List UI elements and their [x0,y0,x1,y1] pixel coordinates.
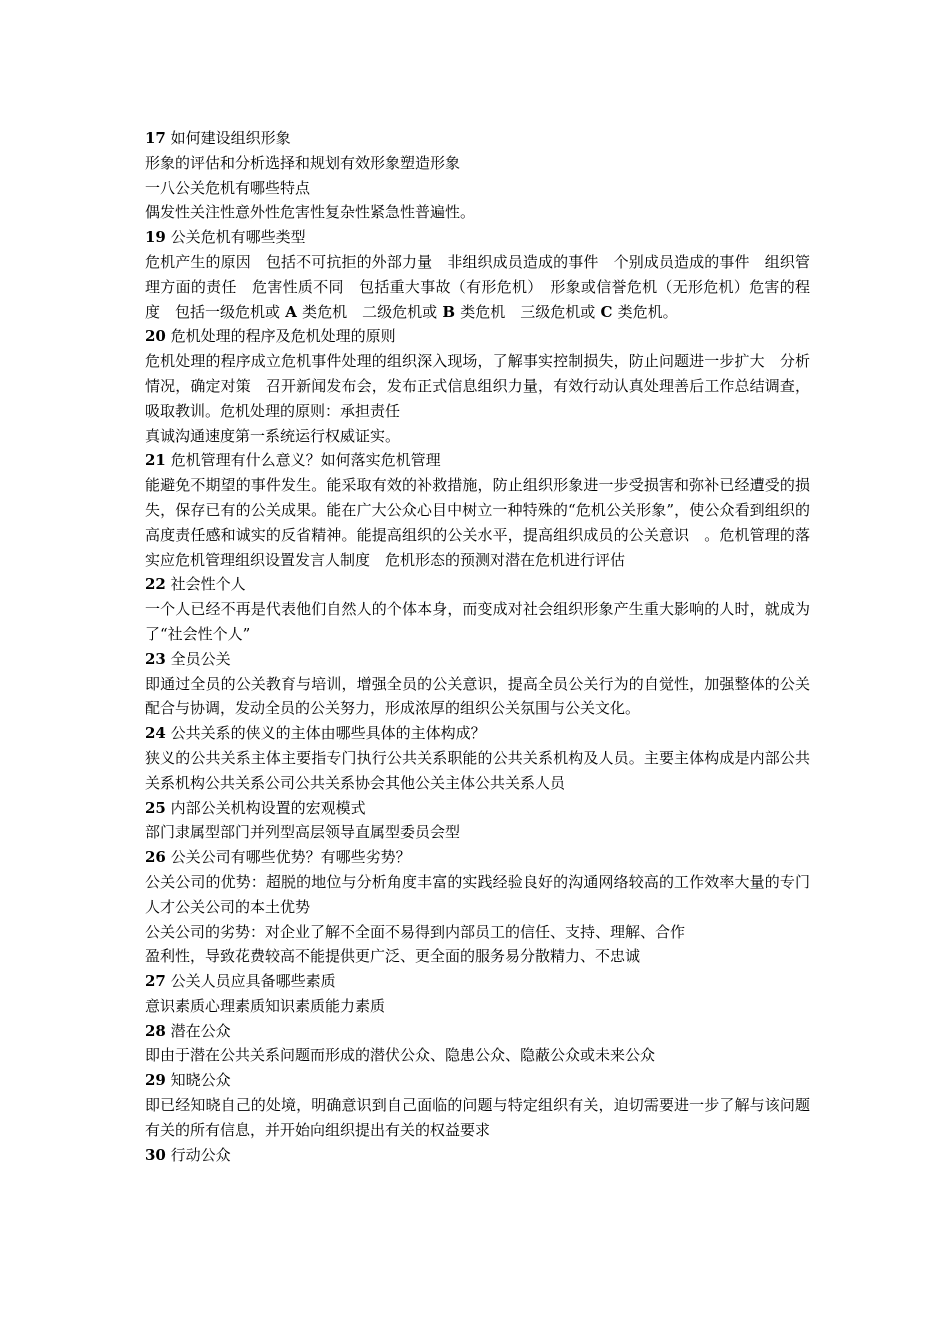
question-heading [145,1019,810,1044]
question-number: 25 [145,798,166,817]
question-heading [145,796,810,821]
question-number: 28 [145,1021,166,1040]
qa-entry [145,324,810,448]
question-title: 内部公关机构设置的宏观模式 [170,798,366,817]
question-number: 19 [145,228,166,247]
question-heading [145,969,810,994]
answer-paragraph: 即由于潜在公共关系问题而形成的潜伏公众、隐患公众、隐蔽公众或未来公众 [145,1046,656,1065]
qa-entry [145,1019,810,1069]
qa-entry [145,1068,810,1142]
question-title: 危机处理的程序及危机处理的原则 [170,327,396,346]
question-heading [145,225,810,250]
question-title: 公关危机有哪些类型 [170,228,306,247]
answer-paragraph: 狭义的公共关系主体主要指专门执行公共关系职能的公共关系机构及人员。主要主体构成是内部公共关系机构公共关系公司公共关系协会其他公关主体公共关系人员 [145,748,810,792]
question-title: 一八公关危机有哪些特点 [145,178,311,197]
question-number: 26 [145,848,166,867]
answer-paragraph: 危机处理的程序成立危机事件处理的组织深入现场，了解事实控制损失，防止问题进一步扩大 分析情况，确定对策 召开新闻发布会，发布正式信息组织力量，有效行动认真处理善后工作总结调查，吸取教训。危机处理的原则：承担责任 [145,352,810,420]
question-number: 23 [145,649,166,668]
question-heading [145,572,810,597]
question-title: 公关人员应具备哪些素质 [170,972,336,991]
question-heading [145,845,810,870]
qa-entry [145,796,810,846]
question-heading [145,448,810,473]
answer-paragraph: 即已经知晓自己的处境，明确意识到自己面临的问题与特定组织有关，迫切需要进一步了解与该问题有关的所有信息，并开始向组织提出有关的权益要求 [145,1096,810,1139]
question-number: 29 [145,1071,166,1090]
question-heading [145,647,810,672]
question-number: 21 [145,451,166,470]
answer-paragraph: 意识素质心理素质知识素质能力素质 [145,996,386,1015]
qa-entry [145,647,810,721]
qa-entry [145,572,810,646]
answer-paragraph: 形象的评估和分析选择和规划有效形象塑造形象 [145,153,461,172]
question-number: 24 [145,724,166,743]
question-title: 知晓公众 [170,1071,231,1090]
question-number: 17 [145,129,166,147]
answer-paragraph: 公关公司的优势：超脱的地位与分析角度丰富的实践经验良好的沟通网络较高的工作效率大量的专门人才公关公司的本土优势 [145,872,810,916]
question-title: 全员公关 [170,649,231,668]
answer-paragraph: 一个人已经不再是代表他们自然人的个体本身，而变成对社会组织形象产生重大影响的人时，就成为了“社会性个人” [145,600,810,643]
qa-entry [145,969,810,1019]
answer-paragraph: 部门隶属型部门并列型高层领导直属型委员会型 [145,823,461,842]
question-heading [145,1068,810,1093]
qa-entry [145,126,810,176]
answer-paragraph: 即通过全员的公关教育与培训，增强全员的公关意识，提高全员公关行为的自觉性，加强整体的公关配合与协调，发动全员的公关努力，形成浓厚的组织公关氛围与公关文化。 [145,674,810,718]
question-number: 30 [145,1145,166,1164]
qa-entry [145,448,810,572]
qa-entry [145,721,810,795]
answer-paragraph: 盈利性，导致花费较高不能提供更广泛、更全面的服务易分散精力、不忠诚 [145,947,641,966]
question-heading [145,721,810,746]
answer-paragraph: 危机产生的原因 包括不可抗拒的外部力量 非组织成员造成的事件 个别成员造成的事件 组织管理方面的责任 危害性质不同 包括重大事故（有形危机） 形象或信誉危机（无形危机）危害的程度 包括一级危机或 A 类危机 二级危机或 B 类危机 三级危机或 C 类危机。 [145,252,810,321]
question-number: 27 [145,972,166,991]
question-title: 如何建设组织形象 [170,129,291,147]
question-title: 社会性个人 [170,575,246,594]
question-title: 危机管理有什么意义？如何落实危机管理 [170,451,441,470]
question-heading [145,126,810,151]
answer-paragraph: 公关公司的劣势：对企业了解不全面不易得到内部员工的信任、支持、理解、合作 [145,922,686,941]
answer-paragraph: 能避免不期望的事件发生。能采取有效的补救措施，防止组织形象进一步受损害和弥补已经遭受的损失，保存已有的公关成果。能在广大公众心目中树立一种特殊的“危机公关形象”，使公众看到组织的高度责任感和诚实的反省精神。能提高组织的公关水平，提高组织成员的公关意识 。危机管理的落实应危机管理组织设置发言人制度 危机形态的预测对潜在危机进行评估 [145,476,810,569]
question-heading [145,324,810,349]
question-number: 20 [145,327,166,346]
qa-entry [145,225,810,324]
answer-paragraph: 真诚沟通速度第一系统运行权威证实。 [145,426,401,445]
qa-entry [145,845,810,969]
question-title: 行动公众 [170,1145,231,1164]
question-heading [145,176,810,201]
question-title: 潜在公众 [170,1021,231,1040]
document-content [145,126,810,1167]
question-title: 公共关系的侠义的主体由哪些具体的主体构成？ [170,724,486,743]
question-heading [145,1143,810,1168]
question-title: 公关公司有哪些优势？有哪些劣势？ [170,848,411,867]
answer-paragraph: 偶发性关注性意外性危害性复杂性紧急性普遍性。 [145,203,476,222]
qa-entry [145,176,810,226]
question-number: 22 [145,575,166,594]
qa-entry [145,1143,810,1168]
